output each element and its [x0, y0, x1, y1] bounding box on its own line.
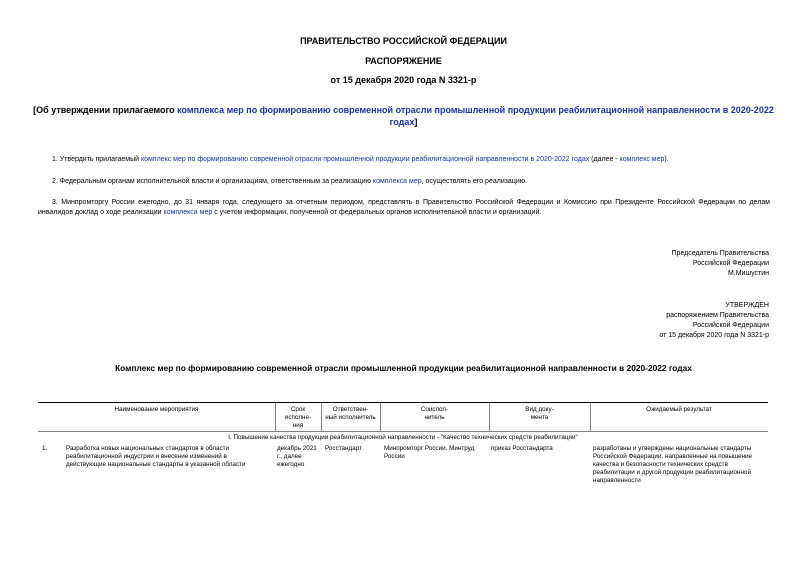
- paragraph-2: [38, 177, 770, 187]
- header-coexecutor-line2: нитель: [424, 414, 445, 421]
- header-coexecutor: [380, 406, 489, 422]
- row-result-line2: Российской Федерации, направленные на повышение: [593, 453, 753, 460]
- approval-heading: УТВЕРЖДЕН: [725, 302, 769, 309]
- row-coexecutor-line2: России: [384, 453, 405, 460]
- row-coexecutor: [384, 445, 488, 461]
- title-complex-link-end[interactable]: годах: [389, 117, 415, 127]
- signature-position: Председатель Правительства: [671, 250, 769, 257]
- row-name-line3: действующие национальные стандарты в указанной области: [66, 461, 246, 468]
- row-name-line2: реабилитационной индустрии и внесение изменений в: [66, 453, 227, 460]
- p3-complex-link[interactable]: комплекса мер: [163, 209, 213, 216]
- row-result-line4: реабилитации и другой продукции реабилитационной: [593, 469, 751, 476]
- header-term-line1: Срок: [290, 406, 306, 413]
- paragraph-1: [38, 155, 770, 165]
- signature-name: М.Мишустин: [727, 270, 769, 277]
- government-title: ПРАВИТЕЛЬСТВО РОССИЙСКОЙ ФЕДЕРАЦИИ: [300, 36, 507, 46]
- p3-text: 3. Минпромторгу России ежегодно, до 31 января года, следующего за отчетным периодом, представлять в Правительство Российской Федерации и Комиссию при Президенте Российской Федерации по делам инвалидов доклад о ходе реализации: [38, 199, 770, 216]
- row-term-line3: ежегодно: [277, 461, 305, 468]
- header-doc-type-line2: мента: [530, 414, 549, 421]
- title-close: ]: [414, 117, 418, 127]
- document-title: [30, 104, 777, 128]
- section-row: I. Повышение качества продукции реабилитационной направленности - "Качество технических средств реабилитации": [228, 434, 578, 441]
- row-number: 1.: [42, 445, 48, 452]
- header-responsible-line1: Ответствен-: [332, 406, 369, 413]
- header-name: Наименование мероприятия: [114, 406, 199, 413]
- row-term-line2: г., далее: [277, 453, 302, 460]
- approval-country: Российской Федерации: [692, 322, 769, 329]
- approval-by: распоряжением Правительства: [666, 312, 769, 319]
- document-date-number: от 15 декабря 2020 года N 3321-р: [330, 75, 477, 85]
- row-doc-type: приказ Росстандарта: [491, 445, 553, 452]
- header-term-line2: исполне-: [284, 414, 312, 421]
- paragraph-3: [38, 198, 770, 218]
- complex-title: Комплекс мер по формированию современной отрасли промышленной продукции реабилитационной направленности в 2020-2022 годах: [115, 363, 692, 373]
- p1-complex-short-link[interactable]: комплекс мер: [619, 156, 665, 163]
- document-type: РАСПОРЯЖЕНИЕ: [365, 56, 442, 66]
- row-name-line1: Разработка новых национальных стандартов в области: [66, 445, 230, 452]
- header-term: [275, 406, 321, 430]
- row-result-line5: направленности: [593, 477, 641, 484]
- title-complex-link[interactable]: комплекса мер по формированию современной отрасли промышленной продукции реабилитационной направленности в 2020-2022: [177, 105, 774, 115]
- p2-text-end: , осуществлять его реализацию.: [421, 178, 527, 185]
- approval-block: [659, 301, 769, 341]
- row-term-line1: декабрь 2021: [277, 445, 317, 452]
- p3-text-end: с учетом информации, полученной от федеральных органов исполнительной власти и организаций.: [212, 209, 542, 216]
- row-result-line3: качества и безопасности технических средств: [593, 461, 728, 468]
- row-name: [66, 445, 272, 469]
- row-result-line1: разработаны и утверждены национальные стандарты: [593, 445, 752, 452]
- header-responsible: [321, 406, 380, 422]
- p1-text-end: ).: [664, 156, 669, 163]
- table-top-border: [38, 402, 768, 403]
- header-coexecutor-line1: Соиспол-: [420, 406, 449, 413]
- title-open: [Об утверждении прилагаемого: [33, 105, 178, 115]
- row-result: [593, 445, 768, 485]
- p2-complex-link[interactable]: комплекса мер: [372, 178, 422, 185]
- p1-text: 1. Утвердить прилагаемый: [52, 156, 141, 163]
- p2-text: 2. Федеральным органам исполнительной власти и организациям, ответственным за реализацию: [52, 178, 373, 185]
- header-responsible-line2: ный исполнитель: [325, 414, 376, 421]
- p1-text-mid: (далее -: [589, 156, 620, 163]
- approval-date: от 15 декабря 2020 года N 3321-р: [659, 332, 769, 339]
- header-term-line3: ния: [292, 422, 304, 429]
- row-responsible: Росстандарт: [325, 445, 362, 452]
- p1-complex-link[interactable]: комплекс мер по формированию современной отрасли промышленной продукции реабилитационной направленности в 2020-2022 годах: [140, 156, 590, 163]
- table-header-border: [38, 431, 768, 432]
- row-coexecutor-line1: Минпромторг России, Минтруд: [384, 445, 475, 452]
- header-doc-type: [489, 406, 590, 422]
- signature-block: [672, 249, 769, 279]
- signature-country: Российской Федерации: [692, 260, 769, 267]
- row-term: [277, 445, 321, 469]
- header-result: Ожидаемый результат: [646, 406, 712, 413]
- header-doc-type-line1: Вид доку-: [525, 406, 554, 413]
